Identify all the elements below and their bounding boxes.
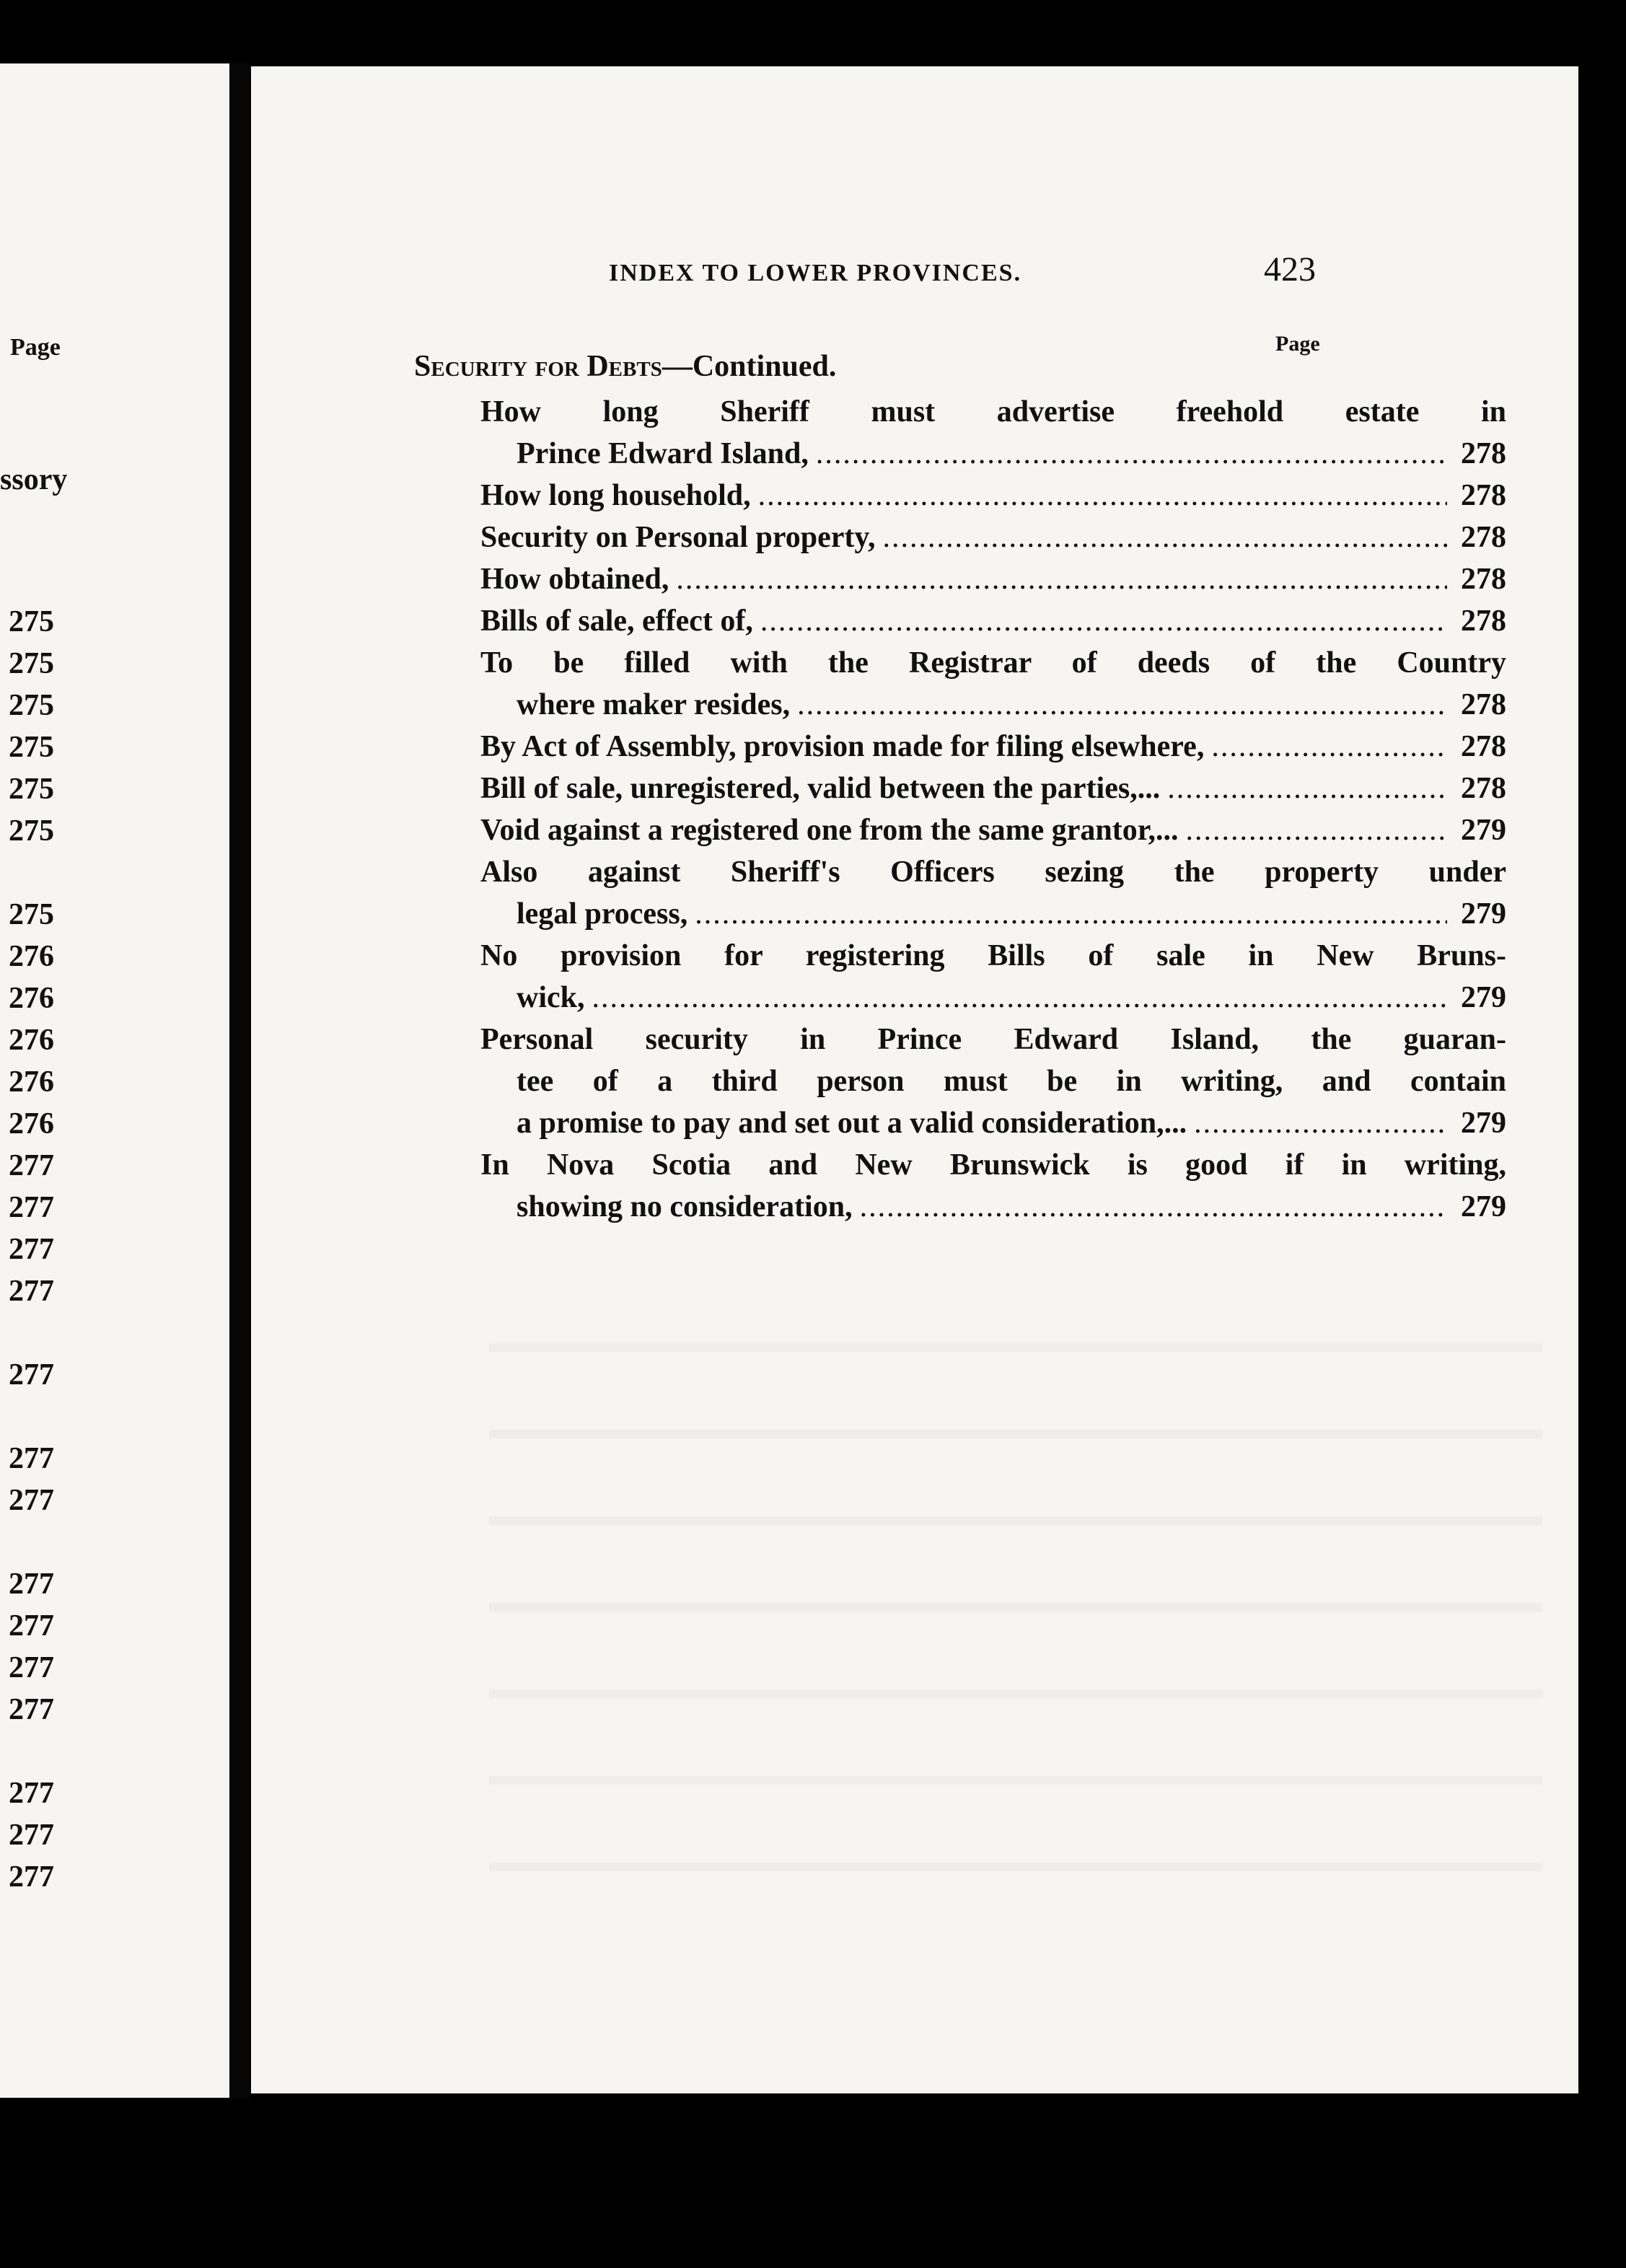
entry-page-number: 278	[1461, 730, 1506, 763]
right-page	[251, 66, 1578, 2093]
left-page-number: 277	[9, 1693, 54, 1726]
dot-leader	[758, 475, 1447, 517]
dot-leader	[860, 1186, 1447, 1228]
entry-page-number: 278	[1461, 479, 1506, 512]
section-heading	[414, 349, 836, 384]
section-title: Security for Debts	[414, 350, 662, 383]
entry-text-line: How long Sheriff must advertise freehold estate in	[480, 395, 1506, 428]
left-page-number: 275	[9, 731, 54, 764]
left-page-number: 277	[9, 1149, 54, 1182]
entry-page-number: 278	[1461, 688, 1506, 721]
entry-page-number: 279	[1461, 814, 1506, 847]
index-entry	[480, 642, 1506, 726]
left-page-number: 277	[9, 1651, 54, 1684]
entry-text-line: where maker resides,	[517, 688, 791, 721]
left-page-number: 277	[9, 1819, 54, 1852]
dot-leader	[695, 893, 1447, 935]
left-page-number: 275	[9, 605, 54, 638]
left-page-number: 276	[9, 1024, 54, 1057]
left-page-number: 277	[9, 1358, 54, 1392]
entry-text-line: In Nova Scotia and New Brunswick is good if in writing,	[480, 1148, 1506, 1182]
entry-page-number: 279	[1461, 897, 1506, 931]
entry-text-line: How long household,	[480, 479, 751, 512]
entry-final-line	[480, 600, 1506, 642]
left-page-number: 275	[9, 898, 54, 931]
entry-final-line	[480, 684, 1506, 726]
left-page-text-fragment: ssory	[0, 463, 68, 496]
left-page-number: 277	[9, 1568, 54, 1601]
index-entry	[480, 809, 1506, 851]
entry-page-number: 279	[1461, 981, 1506, 1014]
index-entry	[480, 726, 1506, 768]
dot-leader	[1186, 809, 1448, 851]
left-page-number: 277	[9, 1860, 54, 1894]
left-page-number: 275	[9, 689, 54, 722]
index-entry	[480, 517, 1506, 558]
dot-leader	[1167, 768, 1447, 809]
entry-text-line: showing no consideration,	[517, 1190, 853, 1223]
left-page-number: 277	[9, 1191, 54, 1224]
left-page-number: 276	[9, 1065, 54, 1099]
entry-page-number: 278	[1461, 563, 1506, 596]
entry-text-line: No provision for registering Bills of sale in New Bruns-	[480, 939, 1506, 972]
dot-leader	[1211, 726, 1447, 768]
entry-text-line: Bill of sale, unregistered, valid between the parties,...	[480, 772, 1161, 805]
entry-final-line	[480, 726, 1506, 768]
running-head: INDEX TO LOWER PROVINCES.	[609, 260, 1022, 286]
entry-text-line: a promise to pay and set out a valid consideration,...	[517, 1107, 1187, 1140]
entry-page-number: 278	[1461, 605, 1506, 638]
entry-text-line: Security on Personal property,	[480, 521, 876, 554]
dot-leader	[1194, 1102, 1447, 1144]
entry-text-line: To be filled with the Registrar of deeds of the Country	[480, 646, 1506, 680]
entry-text-line: How obtained,	[480, 563, 669, 596]
dot-leader	[883, 517, 1447, 558]
page-number: 423	[1264, 250, 1316, 289]
page-column-heading: Page	[1275, 332, 1320, 356]
left-page	[0, 63, 229, 2098]
index-entry	[480, 1019, 1506, 1144]
left-page-number: 276	[9, 940, 54, 973]
entry-text-line: Personal security in Prince Edward Island, the guaran-	[480, 1023, 1506, 1056]
index-entry	[480, 475, 1506, 517]
index-entry	[480, 768, 1506, 809]
index-entry	[480, 1144, 1506, 1228]
entry-text-line: wick,	[517, 981, 585, 1014]
entry-final-line	[480, 558, 1506, 600]
entry-final-line	[480, 893, 1506, 935]
entry-final-line	[480, 768, 1506, 809]
index-entry	[480, 935, 1506, 1019]
index-entry	[480, 558, 1506, 600]
entry-page-number: 278	[1461, 437, 1506, 470]
entry-text-line: Also against Sheriff's Officers sezing the property under	[480, 856, 1506, 889]
entry-final-line	[480, 517, 1506, 558]
left-page-number: 277	[9, 1484, 54, 1517]
entry-final-line	[480, 1186, 1506, 1228]
entry-final-line	[480, 475, 1506, 517]
entry-final-line	[480, 809, 1506, 851]
show-through-line	[489, 1343, 1542, 1352]
entry-text-line: By Act of Assembly, provision made for filing elsewhere,	[480, 730, 1205, 763]
book-gutter	[229, 63, 251, 2098]
show-through-line	[489, 1516, 1542, 1525]
left-page-number: 276	[9, 982, 54, 1015]
left-page-number: 277	[9, 1777, 54, 1810]
show-through-line	[489, 1689, 1542, 1698]
entry-text-line: tee of a third person must be in writing, and contain	[517, 1065, 1506, 1098]
dot-leader	[816, 433, 1447, 475]
dot-leader	[760, 600, 1447, 642]
left-page-number: 277	[9, 1609, 54, 1643]
left-page-number: 275	[9, 773, 54, 806]
section-title-suffix: —Continued.	[662, 350, 837, 383]
entry-text-line: Prince Edward Island,	[517, 437, 809, 470]
left-page-number: 276	[9, 1107, 54, 1140]
left-page-column-heading: Page	[10, 334, 61, 361]
entry-final-line	[480, 1102, 1506, 1144]
dot-leader	[797, 684, 1447, 726]
left-page-number: 277	[9, 1233, 54, 1266]
entry-final-line	[480, 433, 1506, 475]
entry-text-line: Void against a registered one from the same grantor,...	[480, 814, 1179, 847]
entry-page-number: 278	[1461, 772, 1506, 805]
index-entry	[480, 600, 1506, 642]
entry-final-line	[480, 977, 1506, 1019]
show-through-line	[489, 1430, 1542, 1438]
dot-leader	[676, 558, 1447, 600]
entry-page-number: 278	[1461, 521, 1506, 554]
entry-text-line: Bills of sale, effect of,	[480, 605, 753, 638]
index-entry	[480, 851, 1506, 935]
left-page-number: 277	[9, 1442, 54, 1475]
entry-text-line: legal process,	[517, 897, 688, 931]
show-through-line	[489, 1863, 1542, 1871]
entry-page-number: 279	[1461, 1107, 1506, 1140]
index-entry	[480, 391, 1506, 475]
left-page-number: 275	[9, 814, 54, 848]
left-page-number: 275	[9, 647, 54, 680]
left-page-number: 277	[9, 1275, 54, 1308]
show-through-line	[489, 1776, 1542, 1785]
show-through-line	[489, 1603, 1542, 1612]
entry-page-number: 279	[1461, 1190, 1506, 1223]
dot-leader	[592, 977, 1448, 1019]
